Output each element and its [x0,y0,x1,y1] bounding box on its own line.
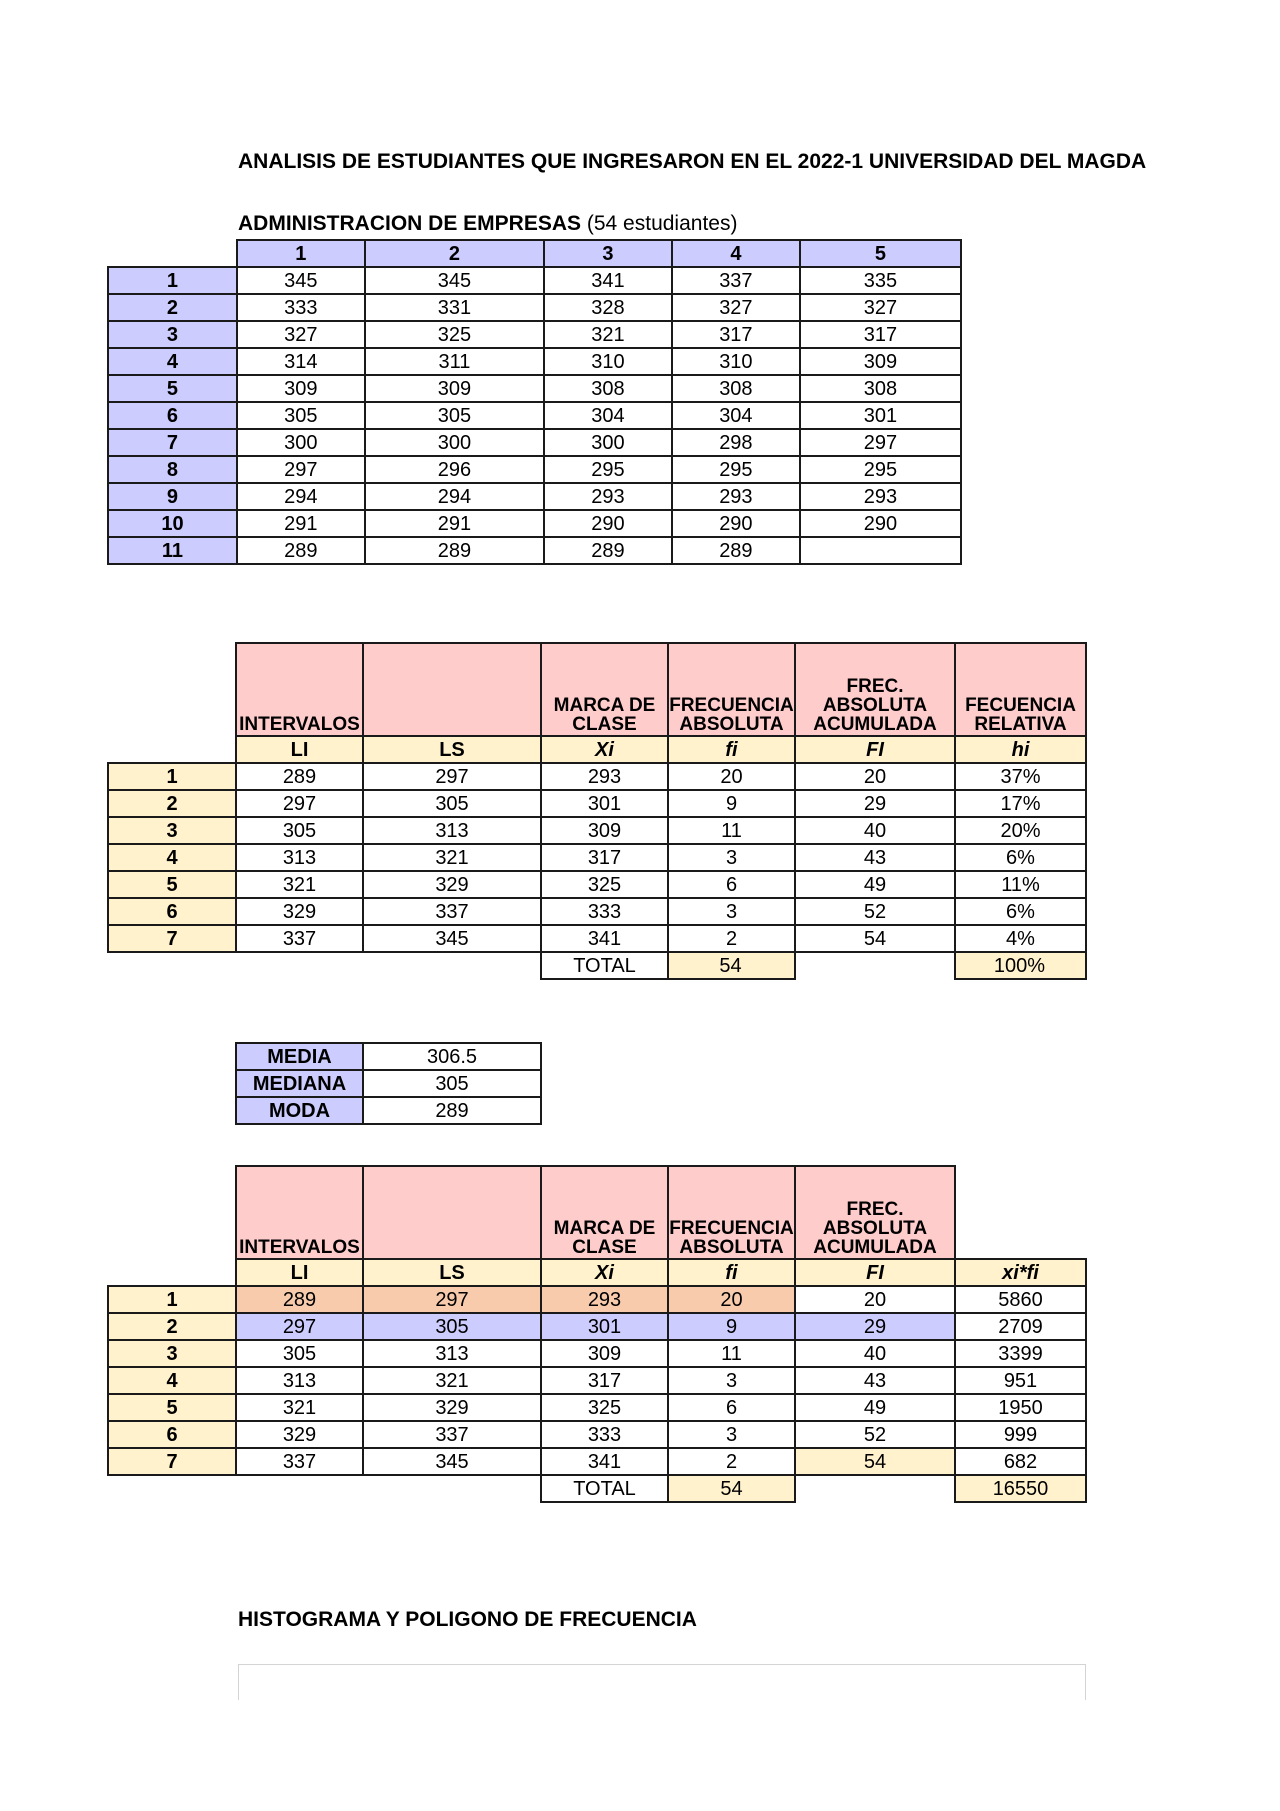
stats-table-body [236,1043,541,1124]
corner-cell [108,1166,236,1259]
table-cell: 3 [668,844,795,871]
table-cell: 309 [541,817,668,844]
table-cell: 297 [236,790,363,817]
table-cell: 297 [363,1286,541,1313]
table-cell: 333 [541,898,668,925]
table-row [108,375,961,402]
table-cell: 297 [237,456,365,483]
subheader-hi: hi [955,736,1086,763]
table-cell [800,537,961,564]
row-label: 1 [108,763,236,790]
stat-row [236,1070,541,1097]
table-row [108,1448,1086,1475]
table-cell: 290 [672,510,800,537]
table-cell: 308 [672,375,800,402]
table-row [108,294,961,321]
table-cell: 2 [668,925,795,952]
table-cell: 54 [795,925,955,952]
table-cell: 345 [365,267,544,294]
header-frecuencia-relativa: FECUENCIA RELATIVA [955,643,1086,736]
raw-table-body [108,267,961,564]
table-cell: 308 [800,375,961,402]
table-row [108,925,1086,952]
table-cell: 314 [237,348,365,375]
table-cell: 295 [800,456,961,483]
stat-label: MODA [236,1097,363,1124]
subheader-xi: Xi [541,736,668,763]
corner-cell [108,643,236,736]
table-cell: 313 [363,1340,541,1367]
table-cell: 52 [795,898,955,925]
table-cell: 49 [795,1394,955,1421]
table-row [108,321,961,348]
subheader-xifi: xi*fi [955,1259,1086,1286]
table-row [108,844,1086,871]
row-label: 3 [108,817,236,844]
row-label: 2 [108,1313,236,1340]
table-cell: 290 [544,510,672,537]
table-cell: 294 [365,483,544,510]
table-cell: 305 [236,817,363,844]
table-cell: 333 [541,1421,668,1448]
table-cell: 304 [672,402,800,429]
table-cell: 11 [668,1340,795,1367]
table-cell: 11% [955,871,1086,898]
table-cell: 321 [236,871,363,898]
table-row [108,267,961,294]
stat-value: 289 [363,1097,541,1124]
table-row [108,537,961,564]
row-label: 3 [108,321,237,348]
table-cell: 317 [800,321,961,348]
freq-subheader-row [108,736,1086,763]
header-frecuencia-absoluta: FRECUENCIA ABSOLUTA [668,643,795,736]
table-cell: 300 [544,429,672,456]
table-row [108,402,961,429]
table-cell: 20 [668,763,795,790]
corner-cell [108,736,236,763]
table-row [108,1313,1086,1340]
corner-cell [108,1259,236,1286]
table-cell: 297 [800,429,961,456]
header-empty [955,1166,1086,1259]
table-cell: 337 [236,1448,363,1475]
subheader-ls: LS [363,1259,541,1286]
freq-header-row [108,643,1086,736]
table-cell: 341 [541,1448,668,1475]
subheader-li: LI [236,1259,363,1286]
table-cell: 331 [365,294,544,321]
table-row [108,1286,1086,1313]
table-cell: 5860 [955,1286,1086,1313]
stat-label: MEDIANA [236,1070,363,1097]
row-label: 10 [108,510,237,537]
table-row [108,483,961,510]
table-cell: 321 [363,1367,541,1394]
table-cell: 337 [672,267,800,294]
table-cell: 3399 [955,1340,1086,1367]
table-cell: 304 [544,402,672,429]
table-cell: 305 [237,402,365,429]
col-header: 2 [365,240,544,267]
table-cell: 301 [800,402,961,429]
table-cell: 310 [672,348,800,375]
table-cell: 951 [955,1367,1086,1394]
table-cell: 289 [236,1286,363,1313]
table-cell: 313 [363,817,541,844]
table-row [108,429,961,456]
corner-cell [108,240,237,267]
row-label: 11 [108,537,237,564]
table-cell: 3 [668,1367,795,1394]
chart-frame [238,1664,1086,1700]
table-cell: 329 [363,871,541,898]
table-row [108,763,1086,790]
row-label: 2 [108,790,236,817]
table-cell: 291 [237,510,365,537]
row-label: 7 [108,429,237,456]
table-cell: 290 [800,510,961,537]
table-cell: 29 [795,790,955,817]
table-cell: 289 [544,537,672,564]
total-fi: 54 [668,952,795,979]
table-cell: 9 [668,1313,795,1340]
table-cell: 20% [955,817,1086,844]
total-label: TOTAL [541,952,668,979]
xifi-total-row [108,1475,1086,1502]
col-header: 5 [800,240,961,267]
table-cell: 6 [668,1394,795,1421]
program-name: ADMINISTRACION DE EMPRESAS [238,212,582,235]
table-cell: 313 [236,844,363,871]
table-cell: 3 [668,1421,795,1448]
row-label: 3 [108,1340,236,1367]
table-row [108,1394,1086,1421]
table-cell: 329 [236,1421,363,1448]
header-frec-acumulada: FREC. ABSOLUTA ACUMULADA [795,643,955,736]
table-cell: 327 [800,294,961,321]
row-label: 6 [108,402,237,429]
row-label: 8 [108,456,237,483]
table-cell: 341 [541,925,668,952]
table-cell: 305 [365,402,544,429]
header-intervalos: INTERVALOS [236,1166,363,1259]
table-cell: 341 [544,267,672,294]
table-cell: 300 [237,429,365,456]
section-subtitle [238,212,737,236]
page-title: ANALISIS DE ESTUDIANTES QUE INGRESARON EN EL 2022-1 UNIVERSIDAD DEL MAGDA [238,150,1147,173]
table-cell: 345 [237,267,365,294]
table-cell: 325 [541,1394,668,1421]
table-cell: 4% [955,925,1086,952]
row-label: 5 [108,375,237,402]
header-marca-clase: MARCA DE CLASE [541,1166,668,1259]
table-cell: 2 [668,1448,795,1475]
table-cell: 321 [236,1394,363,1421]
subheader-ls: LS [363,736,541,763]
table-cell: 309 [365,375,544,402]
row-label: 4 [108,348,237,375]
table-cell: 345 [363,925,541,952]
table-cell: 297 [236,1313,363,1340]
table-cell: 20 [795,763,955,790]
table-cell: 309 [237,375,365,402]
histogram-title: HISTOGRAMA Y POLIGONO DE FRECUENCIA [238,1608,697,1631]
table-cell: 293 [672,483,800,510]
table-cell: 11 [668,817,795,844]
table-cell: 3 [668,898,795,925]
table-row [108,510,961,537]
total-label: TOTAL [541,1475,668,1502]
table-cell: 337 [363,898,541,925]
total-hi: 100% [955,952,1086,979]
table-cell: 40 [795,817,955,844]
table-cell: 305 [363,1313,541,1340]
table-cell: 317 [672,321,800,348]
table-cell: 337 [363,1421,541,1448]
stat-row [236,1043,541,1070]
xifi-subheader-row [108,1259,1086,1286]
header-frec-acumulada: FREC. ABSOLUTA ACUMULADA [795,1166,955,1259]
table-cell: 295 [544,456,672,483]
subheader-fi: fi [668,736,795,763]
table-cell: 325 [365,321,544,348]
subheader-FI: FI [795,736,955,763]
row-label: 4 [108,844,236,871]
table-cell: 293 [541,1286,668,1313]
table-cell: 37% [955,763,1086,790]
table-cell: 289 [365,537,544,564]
table-cell: 313 [236,1367,363,1394]
table-cell: 295 [672,456,800,483]
total-xifi: 16550 [955,1475,1086,1502]
table-cell: 29 [795,1313,955,1340]
raw-header-row [108,240,961,267]
table-cell: 2709 [955,1313,1086,1340]
stat-label: MEDIA [236,1043,363,1070]
header-blank [363,1166,541,1259]
table-cell: 308 [544,375,672,402]
table-cell: 9 [668,790,795,817]
frequency-table [107,642,1087,980]
table-row [108,898,1086,925]
table-cell: 309 [800,348,961,375]
table-row [108,348,961,375]
stat-row [236,1097,541,1124]
table-cell: 317 [541,844,668,871]
header-blank [363,643,541,736]
subheader-FI: FI [795,1259,955,1286]
table-cell: 52 [795,1421,955,1448]
table-cell: 293 [800,483,961,510]
row-label: 5 [108,871,236,898]
table-cell: 6 [668,871,795,898]
table-cell: 317 [541,1367,668,1394]
col-header: 1 [237,240,365,267]
table-row [108,1340,1086,1367]
table-cell: 293 [541,763,668,790]
table-row [108,790,1086,817]
row-label: 4 [108,1367,236,1394]
table-row [108,817,1086,844]
table-row [108,1367,1086,1394]
row-label: 9 [108,483,237,510]
table-cell: 301 [541,1313,668,1340]
table-cell: 999 [955,1421,1086,1448]
header-frecuencia-absoluta: FRECUENCIA ABSOLUTA [668,1166,795,1259]
freq-total-row [108,952,1086,979]
stat-value: 306.5 [363,1043,541,1070]
table-cell: 305 [236,1340,363,1367]
table-cell: 327 [237,321,365,348]
table-cell: 310 [544,348,672,375]
xifi-table [107,1165,1087,1503]
table-cell: 321 [544,321,672,348]
table-cell: 17% [955,790,1086,817]
table-cell: 293 [544,483,672,510]
stats-table [235,1042,542,1125]
stat-value: 305 [363,1070,541,1097]
header-intervalos: INTERVALOS [236,643,363,736]
row-label: 7 [108,925,236,952]
table-cell: 296 [365,456,544,483]
total-fi: 54 [668,1475,795,1502]
table-cell: 49 [795,871,955,898]
row-label: 1 [108,1286,236,1313]
xifi-table-body [108,1286,1086,1475]
table-cell: 294 [237,483,365,510]
row-label: 2 [108,294,237,321]
table-cell: 20 [795,1286,955,1313]
table-cell: 328 [544,294,672,321]
student-count: (54 estudiantes) [586,212,738,235]
table-cell: 20 [668,1286,795,1313]
table-cell: 54 [795,1448,955,1475]
table-cell: 289 [672,537,800,564]
table-cell: 309 [541,1340,668,1367]
table-row [108,871,1086,898]
table-cell: 40 [795,1340,955,1367]
table-cell: 333 [237,294,365,321]
table-cell: 297 [363,763,541,790]
table-cell: 337 [236,925,363,952]
row-label: 7 [108,1448,236,1475]
table-cell: 325 [541,871,668,898]
table-row [108,456,961,483]
table-cell: 43 [795,1367,955,1394]
table-cell: 289 [237,537,365,564]
subheader-fi: fi [668,1259,795,1286]
table-cell: 298 [672,429,800,456]
table-cell: 329 [363,1394,541,1421]
table-cell: 311 [365,348,544,375]
table-cell: 329 [236,898,363,925]
table-cell: 43 [795,844,955,871]
table-cell: 289 [236,763,363,790]
subheader-xi: Xi [541,1259,668,1286]
table-cell: 301 [541,790,668,817]
subheader-li: LI [236,736,363,763]
xifi-header-row [108,1166,1086,1259]
row-label: 6 [108,1421,236,1448]
row-label: 6 [108,898,236,925]
table-cell: 335 [800,267,961,294]
header-marca-clase: MARCA DE CLASE [541,643,668,736]
table-cell: 6% [955,844,1086,871]
table-cell: 291 [365,510,544,537]
raw-data-table [107,239,962,565]
table-cell: 682 [955,1448,1086,1475]
table-cell: 300 [365,429,544,456]
table-cell: 321 [363,844,541,871]
col-header: 3 [544,240,672,267]
col-header: 4 [672,240,800,267]
row-label: 5 [108,1394,236,1421]
row-label: 1 [108,267,237,294]
table-cell: 1950 [955,1394,1086,1421]
table-cell: 327 [672,294,800,321]
table-cell: 305 [363,790,541,817]
table-cell: 6% [955,898,1086,925]
table-row [108,1421,1086,1448]
table-cell: 345 [363,1448,541,1475]
freq-table-body [108,763,1086,952]
